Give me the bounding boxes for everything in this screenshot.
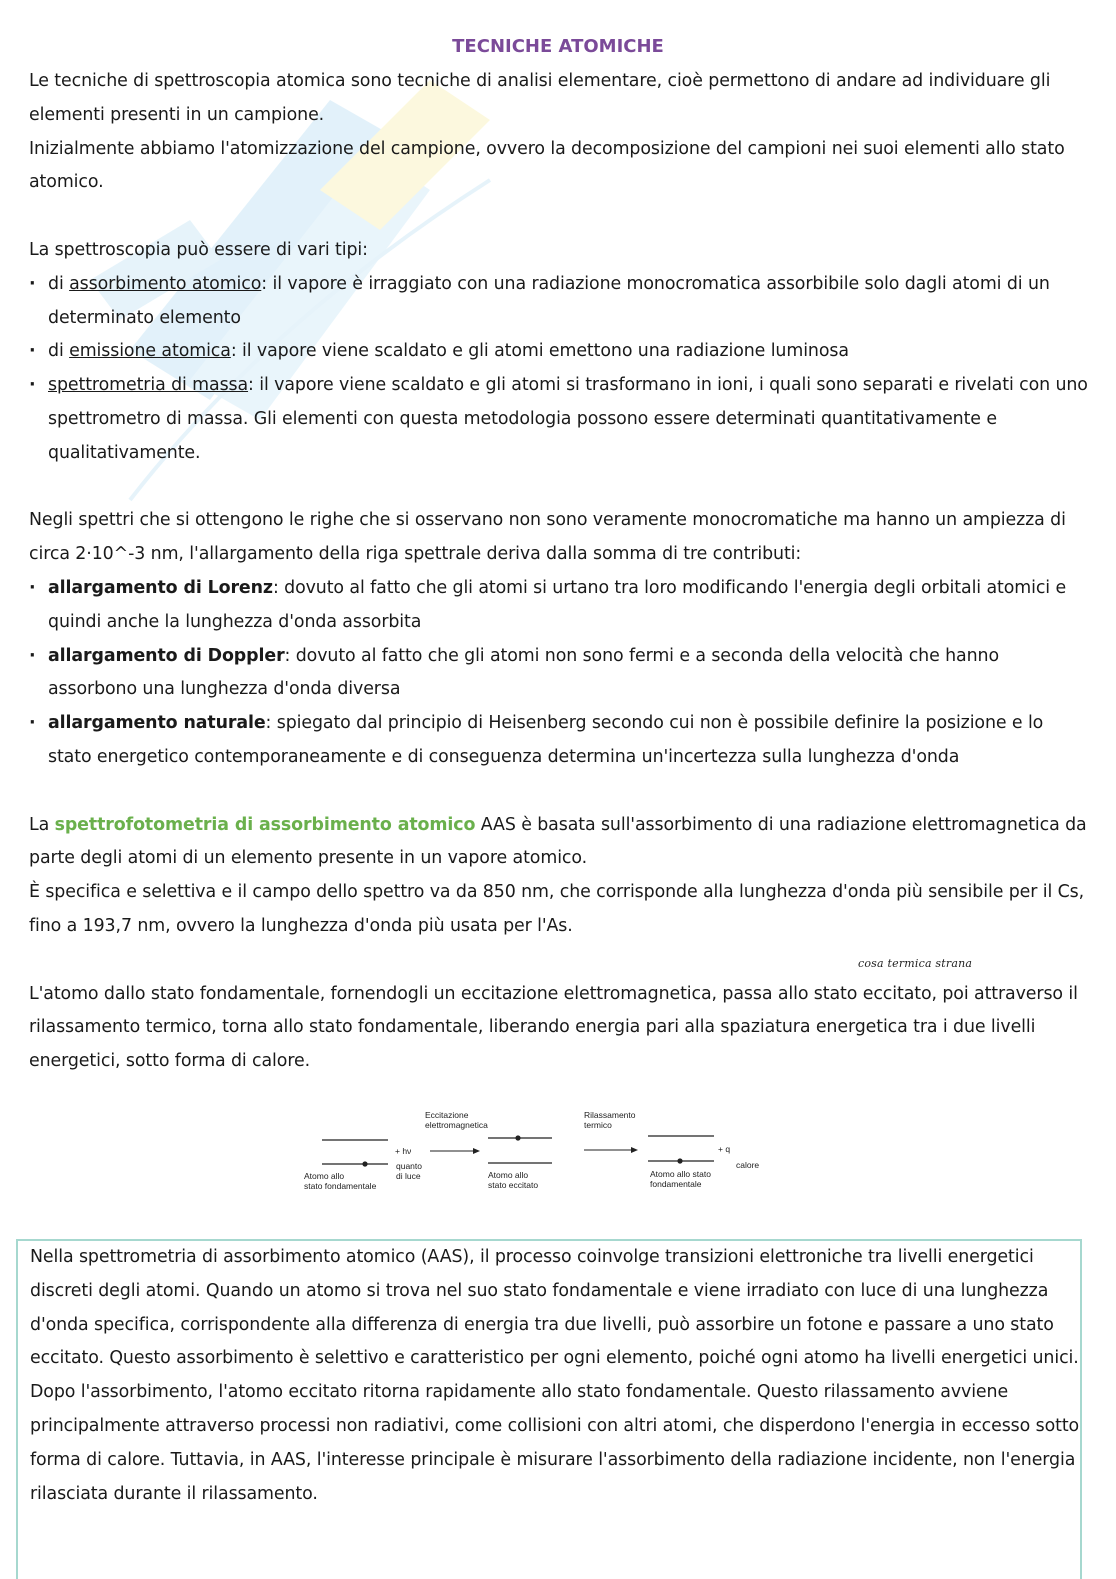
calore-label: calore [736,1160,760,1170]
aas-paragraph-2: È specifica e selettiva e il campo dello spettro va da 850 nm, che corrisponde alla lunghezza d'onda più sensibile per il Cs, fino a 193,7 nm, ovvero la lunghezza d'onda più usata per l'As. [29,882,1085,936]
excitation-label-2: elettromagnetica [425,1120,488,1130]
summary-paragraph-2: Dopo l'assorbimento, l'atomo eccitato ritorna rapidamente allo stato fondamentale. Questo rilassamento avviene principalmente attraverso processi non radiativi, come collisioni con altri atomi, che disperdono l'energia in eccesso sotto forma di calore. Tuttavia, in AAS, l'interesse principale è misurare l'assorbimento della radiazione incidente, non l'energia rilasciata durante il rilassamento. [30,1382,1080,1504]
ground-label-1: Atomo allo [304,1171,345,1181]
list-item: · allargamento di Doppler: dovuto al fatto che gli atomi non sono fermi e a seconda della velocità che hanno assorbono una lunghezza d'onda diversa [29,640,1089,708]
list-item: · di emissione atomica: il vapore viene scaldato e gli atomi emettono una radiazione luminosa [29,335,1089,369]
types-lead: La spettroscopia può essere di vari tipi: [29,239,368,260]
list-item: · allargamento naturale: spiegato dal principio di Heisenberg secondo cui non è possibile definire la posizione e lo stato energetico contemporaneamente e di conseguenza determina un'incertezza sulla lunghezza d'onda [29,707,1089,775]
term: allargamento naturale [48,713,266,734]
list-item: · di assorbimento atomico: il vapore è irraggiato con una radiazione monocromatica assorbibile solo dagli atomi di un determinato elemento [29,268,1089,336]
summary-box [16,1239,1082,1579]
excited-label-1: Atomo allo [488,1170,529,1180]
ground-label-2: stato fondamentale [304,1181,377,1191]
quanto-label-1: quanto [396,1161,422,1171]
broadening-list [29,572,1089,775]
handwritten-note: cosa termica strana [858,957,973,970]
final-label-1: Atomo allo stato [650,1169,711,1179]
arrow-icon [631,1147,638,1153]
arrow-icon [473,1148,480,1154]
term: allargamento di Doppler [48,645,285,666]
list-item: · allargamento di Lorenz: dovuto al fatto che gli atomi si urtano tra loro modificando l'energia degli orbitali atomici e quindi anche la lunghezza d'onda assorbita [29,572,1089,640]
term: spettrometria di massa [48,375,249,396]
relaxation-paragraph: L'atomo dallo stato fondamentale, fornendogli un eccitazione elettromagnetica, passa allo stato eccitato, poi attraverso il rilassamento termico, torna allo stato fondamentale, liberando energia pari alla spaziatura energetica tra i due livelli energetici, sotto forma di calore. [29,983,1078,1072]
term: assorbimento atomico [69,273,262,294]
energy-level-diagram [290,1100,790,1200]
document-body [29,0,1089,1079]
types-list [29,268,1089,471]
final-label-2: fondamentale [650,1179,702,1189]
excited-label-2: stato eccitato [488,1180,539,1190]
electron-dot [677,1158,682,1163]
excitation-label-1: Eccitazione [425,1110,469,1120]
term: emissione atomica [69,341,231,362]
intro-paragraph-1: Le tecniche di spettroscopia atomica sono tecniche di analisi elementare, cioè permettono di andare ad individuare gli elementi presenti in un campione. [29,71,1051,125]
list-item: · spettrometria di massa: il vapore viene scaldato e gli atomi si trasformano in ioni, i quali sono separati e rivelati con uno spettrometro di massa. Gli elementi con questa metodologia possono essere determinati quantitativamente e qualitativamente. [29,369,1089,470]
plus-hv-label: + hν [395,1146,412,1156]
relax-label-1: Rilassamento [584,1110,636,1120]
page-title: TECNICHE ATOMICHE [452,36,664,57]
electron-dot [362,1161,367,1166]
term: allargamento di Lorenz [48,577,273,598]
broadening-lead: Negli spettri che si ottengono le righe che si osservano non sono veramente monocromatiche ma hanno un ampiezza di circa 2·10^-3 nm, l'allargamento della riga spettrale deriva dalla somma di tre contributi: [29,510,1066,565]
intro-paragraph-2: Inizialmente abbiamo l'atomizzazione del campione, ovvero la decomposizione del campioni nei suoi elementi allo stato atomico. [29,138,1065,193]
relax-label-2: termico [584,1120,612,1130]
aas-paragraph-1: La spettrofotometria di assorbimento atomico AAS è basata sull'assorbimento di una radiazione elettromagnetica da parte degli atomi di un elemento presente in un vapore atomico. [29,814,1087,869]
aas-highlight: spettrofotometria di assorbimento atomico [54,814,476,835]
electron-dot [515,1135,520,1140]
summary-paragraph-1: Nella spettrometria di assorbimento atomico (AAS), il processo coinvolge transizioni elettroniche tra livelli energetici discreti degli atomi. Quando un atomo si trova nel suo stato fondamentale e viene irradiato con luce di una lunghezza d'onda specifica, corrispondente alla differenza di energia tra due livelli, può assorbire un fotone e passare a uno stato eccitato. Questo assorbimento è selettivo e caratteristico per ogni elemento, poiché ogni atomo ha livelli energetici unici. [30,1247,1079,1369]
quanto-label-2: di luce [396,1171,421,1181]
plus-q-label: + q [718,1144,731,1154]
